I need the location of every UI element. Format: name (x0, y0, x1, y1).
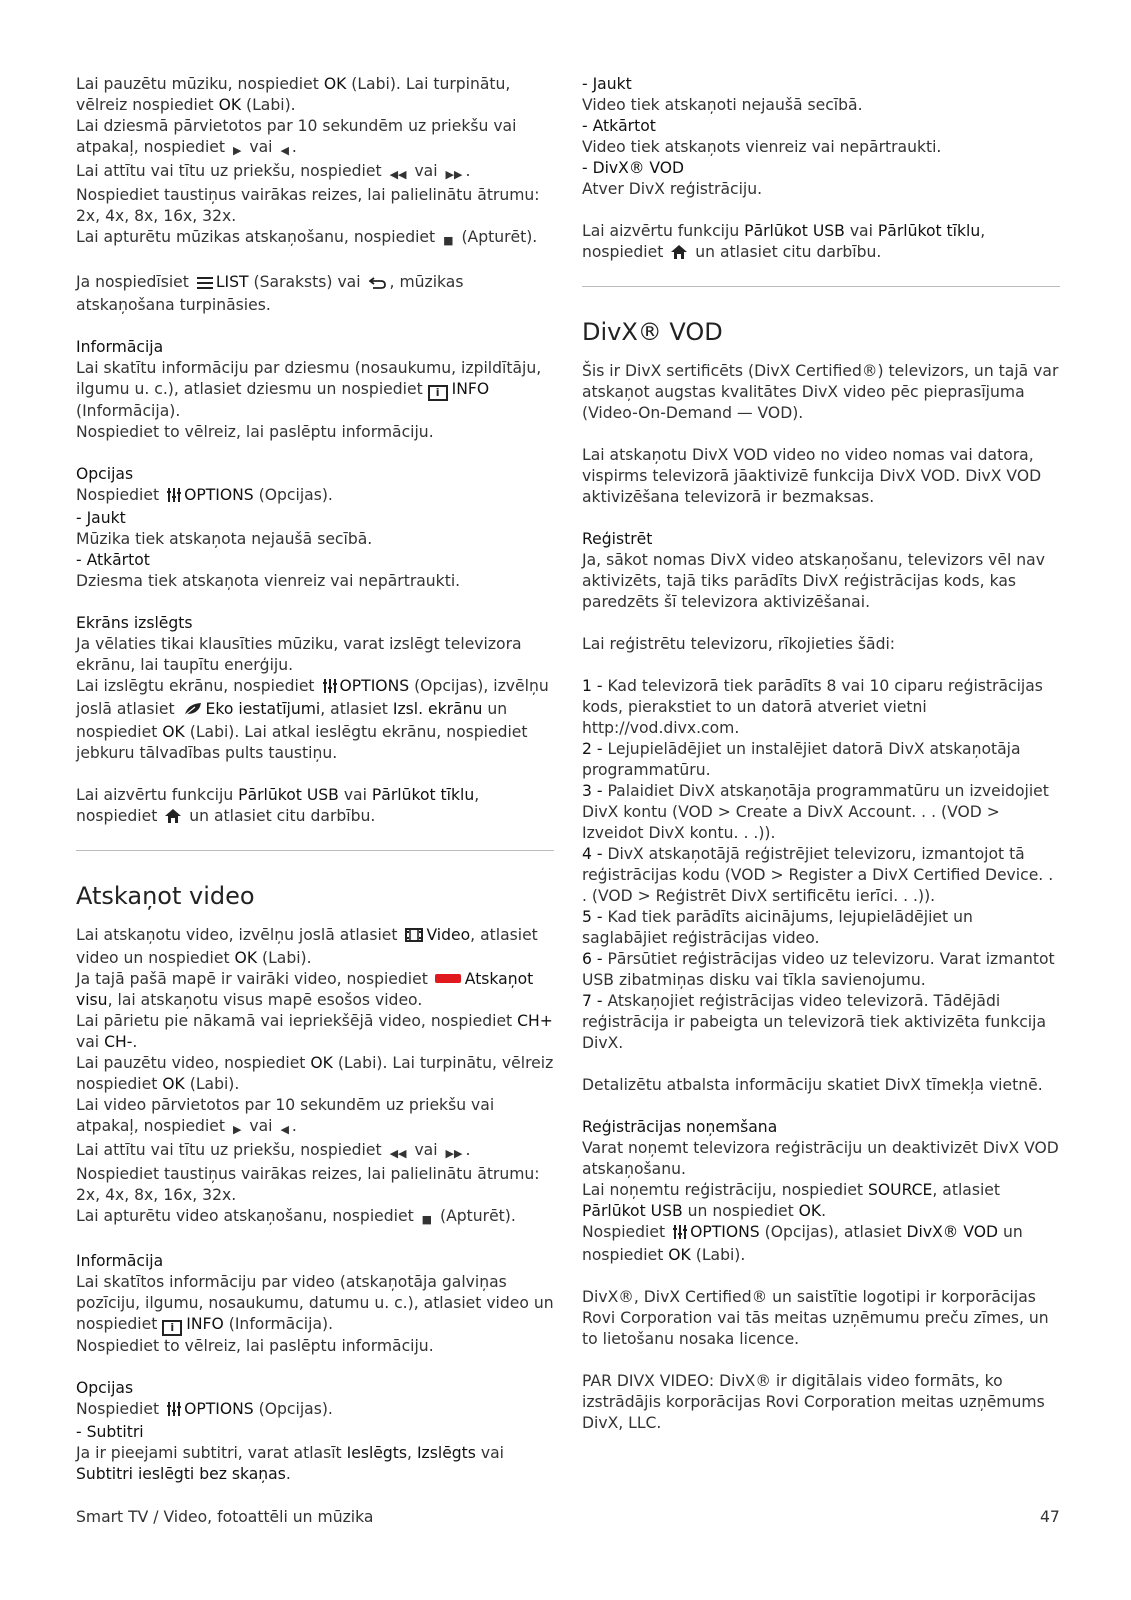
section-title: Opcijas (76, 1379, 134, 1397)
section-divider (582, 286, 1060, 287)
list-item: 2 - Lejupielādējiet un instalējiet datorā DivX atskaņotāja programmatūru. (582, 740, 1021, 779)
stop-icon: ■ (421, 1213, 433, 1226)
list-paragraph: Ja nospiedīsiet LIST (Saraksts) vai , mūzikas atskaņošana turpināsies. (76, 273, 464, 314)
info-icon: i (428, 385, 448, 401)
section-title: Reģistrēt (582, 530, 653, 548)
music-controls-paragraph: Lai pauzētu mūziku, nospiediet OK (Labi). Lai turpinātu, vēlreiz nospiediet OK (Labi). Lai dziesmā pārvietotos par 10 sekundēm uz priekšu vai atpakaļ, nospiediet ▶ vai ◀ . Lai attītu vai tītu uz priekšu, nospiediet ◀◀ vai ▶▶ . Nospiediet taustiņus vairākas reizes, lai palielinātu ātrumu: 2x, 4x, 8x, 16x, 32x. Lai apturētu mūzikas atskaņošanu, nospiediet ■ (Apturēt). (76, 74, 554, 251)
video-heading: Atskaņot video (76, 882, 255, 910)
video-info-section: Informācija Lai skatītos informāciju par video (atskaņotāja galviņas pozīciju, ilgumu, nosaukumu, datumu u. c.), atlasiet video un nospiediet i INFO (Informācija). Nospiediet to vēlreiz, lai paslēptu informāciju. (76, 1252, 554, 1355)
music-info-section: Informācija Lai skatītu informāciju par dziesmu (nosaukumu, izpildītāju, ilgumu u. c.), atlasiet dziesmu un nospiediet i INFO (Informācija). Nospiediet to vēlreiz, lai paslēptu informāciju. (76, 337, 554, 443)
back-arrow-icon (369, 274, 387, 295)
section-title: Opcijas (76, 465, 134, 483)
list-item: 6 - Pārsūtiet reģistrācijas video uz televizoru. Varat izmantot USB zibatmiņas disku vai tīkla savienojumu. (582, 950, 1055, 989)
music-options-section: Opcijas Nospiediet OPTIONS (Opcijas). - Jaukt Mūzika tiek atskaņota nejaušā secībā. - Atkārtot Dziesma tiek atskaņota vienreiz vai nepārtraukti. (76, 464, 554, 592)
back-icon: ◀ (280, 144, 289, 157)
section-divider (76, 850, 554, 851)
home-icon (165, 808, 181, 829)
close-browse-paragraph: Lai aizvērtu funkciju Pārlūkot USB vai Pārlūkot tīklu, nospiediet un atlasiet citu darbību. (76, 785, 554, 829)
home-icon (671, 244, 687, 265)
section-title: Ekrāns izslēgts (76, 614, 193, 632)
screen-off-section: Ekrāns izslēgts Ja vēlaties tikai klausīties mūziku, varat izslēgt televizora ekrānu, lai taupītu enerģiju. Lai izslēgtu ekrānu, nospiediet OPTIONS (Opcijas), izvēlņu joslā atlasiet Eko iestatījumi, atlasiet Izsl. ekrānu un nospiediet OK (Labi). Lai atkal ieslēgtu ekrānu, nospiediet jebkuru tālvadības pults taustiņu. (76, 613, 554, 764)
footer-title: Smart TV / Video, fotoattēli un mūzika (76, 1508, 374, 1526)
rewind-icon: ◀◀ (389, 1147, 407, 1160)
list-item: 4 - DivX atskaņotājā reģistrējiet televizoru, izmantojot tā reģistrācijas kodu (VOD > Register a DivX Certified Device. . . (VOD > Reģistrēt DivX sertificētu ierīci. . .)). (582, 845, 1054, 905)
play-icon: ▶ (232, 1123, 242, 1136)
options-icon (167, 487, 181, 508)
list-item: 7 - Atskaņojiet reģistrācijas video televizorā. Tādējādi reģistrācija ir pabeigta un televizorā tiek aktivizēta funkcija DivX. (582, 992, 1047, 1052)
page-number: 47 (1040, 1508, 1060, 1526)
divx-activation: Lai atskaņotu DivX VOD video no video nomas vai datora, vispirms televizorā jāaktivizē funkcija DivX VOD. DivX VOD aktivizēšana televizorā ir bezmaksas. (582, 446, 1042, 506)
section-title: Informācija (76, 338, 164, 356)
video-controls-paragraph: Lai atskaņotu video, izvēlņu joslā atlasiet Video, atlasiet video un nospiediet OK (Labi). Ja tajā pašā mapē ir vairāki video, nospiediet Atskaņot visu, lai atskaņotu visus mapē esošos video. Lai pārietu pie nākamā vai iepriekšējā video, nospiediet CH+ vai CH-. Lai pauzētu video, nospiediet OK (Labi). Lai turpinātu, vēlreiz nospiediet OK (Labi). Lai video pārvietotos par 10 sekundēm uz priekšu vai atpakaļ, nospiediet ▶ vai ◀ . Lai attītu vai tītu uz priekšu, nospiediet ◀◀ vai ▶▶ . Nospiediet taustiņus vairākas reizes, lai palielinātu ātrumu: 2x, 4x, 8x, 16x, 32x. Lai apturētu video atskaņošanu, nospiediet ■ (Apturēt). (76, 925, 554, 1230)
fast-forward-icon: ▶▶ (445, 168, 463, 181)
close-browse-paragraph: Lai aizvērtu funkciju Pārlūkot USB vai Pārlūkot tīklu, nospiediet un atlasiet citu darbību. (582, 221, 1060, 265)
left-column (76, 74, 554, 1506)
trademark-paragraph: DivX®, DivX Certified® un saistītie logotipi ir korporācijas Rovi Corporation vai tās meitas uzņēmumu preču zīmes, un to lietošanu nosaka licence. (582, 1288, 1049, 1348)
fast-forward-icon: ▶▶ (445, 1147, 463, 1160)
play-icon: ▶ (232, 144, 242, 157)
red-button-icon (435, 974, 461, 983)
info-icon: i (162, 1320, 182, 1336)
stop-icon: ■ (443, 234, 454, 247)
divx-intro: Šis ir DivX sertificēts (DivX Certified®) televizors, un tajā var atskaņot augstas kvalitātes DivX video pēc pieprasījuma (Video-On-Demand — VOD). (582, 362, 1059, 422)
film-icon (405, 927, 423, 948)
eco-leaf-icon (183, 701, 203, 722)
register-section: Reģistrēt Ja, sākot nomas DivX video atskaņošanu, televizors vēl nav aktivizēts, tajā tiks parādīts DivX reģistrācijas kods, kas paredzēts šī televizora aktivizēšanai. (582, 529, 1060, 613)
divx-heading: DivX® VOD (582, 318, 723, 346)
options-icon (673, 1224, 687, 1245)
unregister-section: Reģistrācijas noņemšana Varat noņemt televizora reģistrāciju un deaktivizēt DivX VOD atskaņošanu. Lai noņemtu reģistrāciju, nospiediet SOURCE, atlasiet Pārlūkot USB un nospiediet OK. Nospiediet OPTIONS (Opcijas), atlasiet DivX® VOD un nospiediet OK (Labi). (582, 1118, 1059, 1264)
list-item: 1 - Kad televizorā tiek parādīts 8 vai 10 ciparu reģistrācijas kods, pierakstiet to un datorā atveriet vietni http://vod.divx.com. (582, 677, 1043, 737)
section-title: Reģistrācijas noņemšana (582, 1118, 778, 1136)
rewind-icon: ◀◀ (389, 168, 407, 181)
register-steps (582, 676, 1060, 1054)
register-intro: Lai reģistrētu televizoru, rīkojieties šādi: (582, 635, 896, 653)
list-item: 5 - Kad tiek parādīts aicinājums, lejupielādējiet un saglabājiet reģistrācijas video. (582, 908, 973, 947)
right-column (582, 74, 1060, 1455)
list-item: 3 - Palaidiet DivX atskaņotāja programmatūru un izveidojiet DivX kontu (VOD > Create a DivX Account. . . (VOD > Izveidot DivX kontu. . .)). (582, 782, 1049, 842)
section-title: Informācija (76, 1252, 164, 1270)
options-icon (167, 1401, 181, 1422)
list-icon (197, 274, 213, 295)
support-paragraph: Detalizētu atbalsta informāciju skatiet DivX tīmekļa vietnē. (582, 1076, 1043, 1094)
video-options-continued: - Jaukt Video tiek atskaņoti nejaušā secībā. - Atkārtot Video tiek atskaņots vienreiz vai nepārtraukti. - DivX® VOD Atver DivX reģistrāciju. (582, 75, 942, 198)
options-icon (323, 678, 337, 699)
video-options-section: Opcijas Nospiediet OPTIONS (Opcijas). - Subtitri Ja ir pieejami subtitri, varat atlasīt Ieslēgts, Izslēgts vai Subtitri ieslēgti bez skaņas. (76, 1378, 554, 1485)
about-divx-paragraph: PAR DIVX VIDEO: DivX® ir digitālais video formāts, ko izstrādājis korporācijas Rovi Corporation meitas uzņēmums DivX, LLC. (582, 1372, 1045, 1432)
back-icon: ◀ (280, 1123, 289, 1136)
